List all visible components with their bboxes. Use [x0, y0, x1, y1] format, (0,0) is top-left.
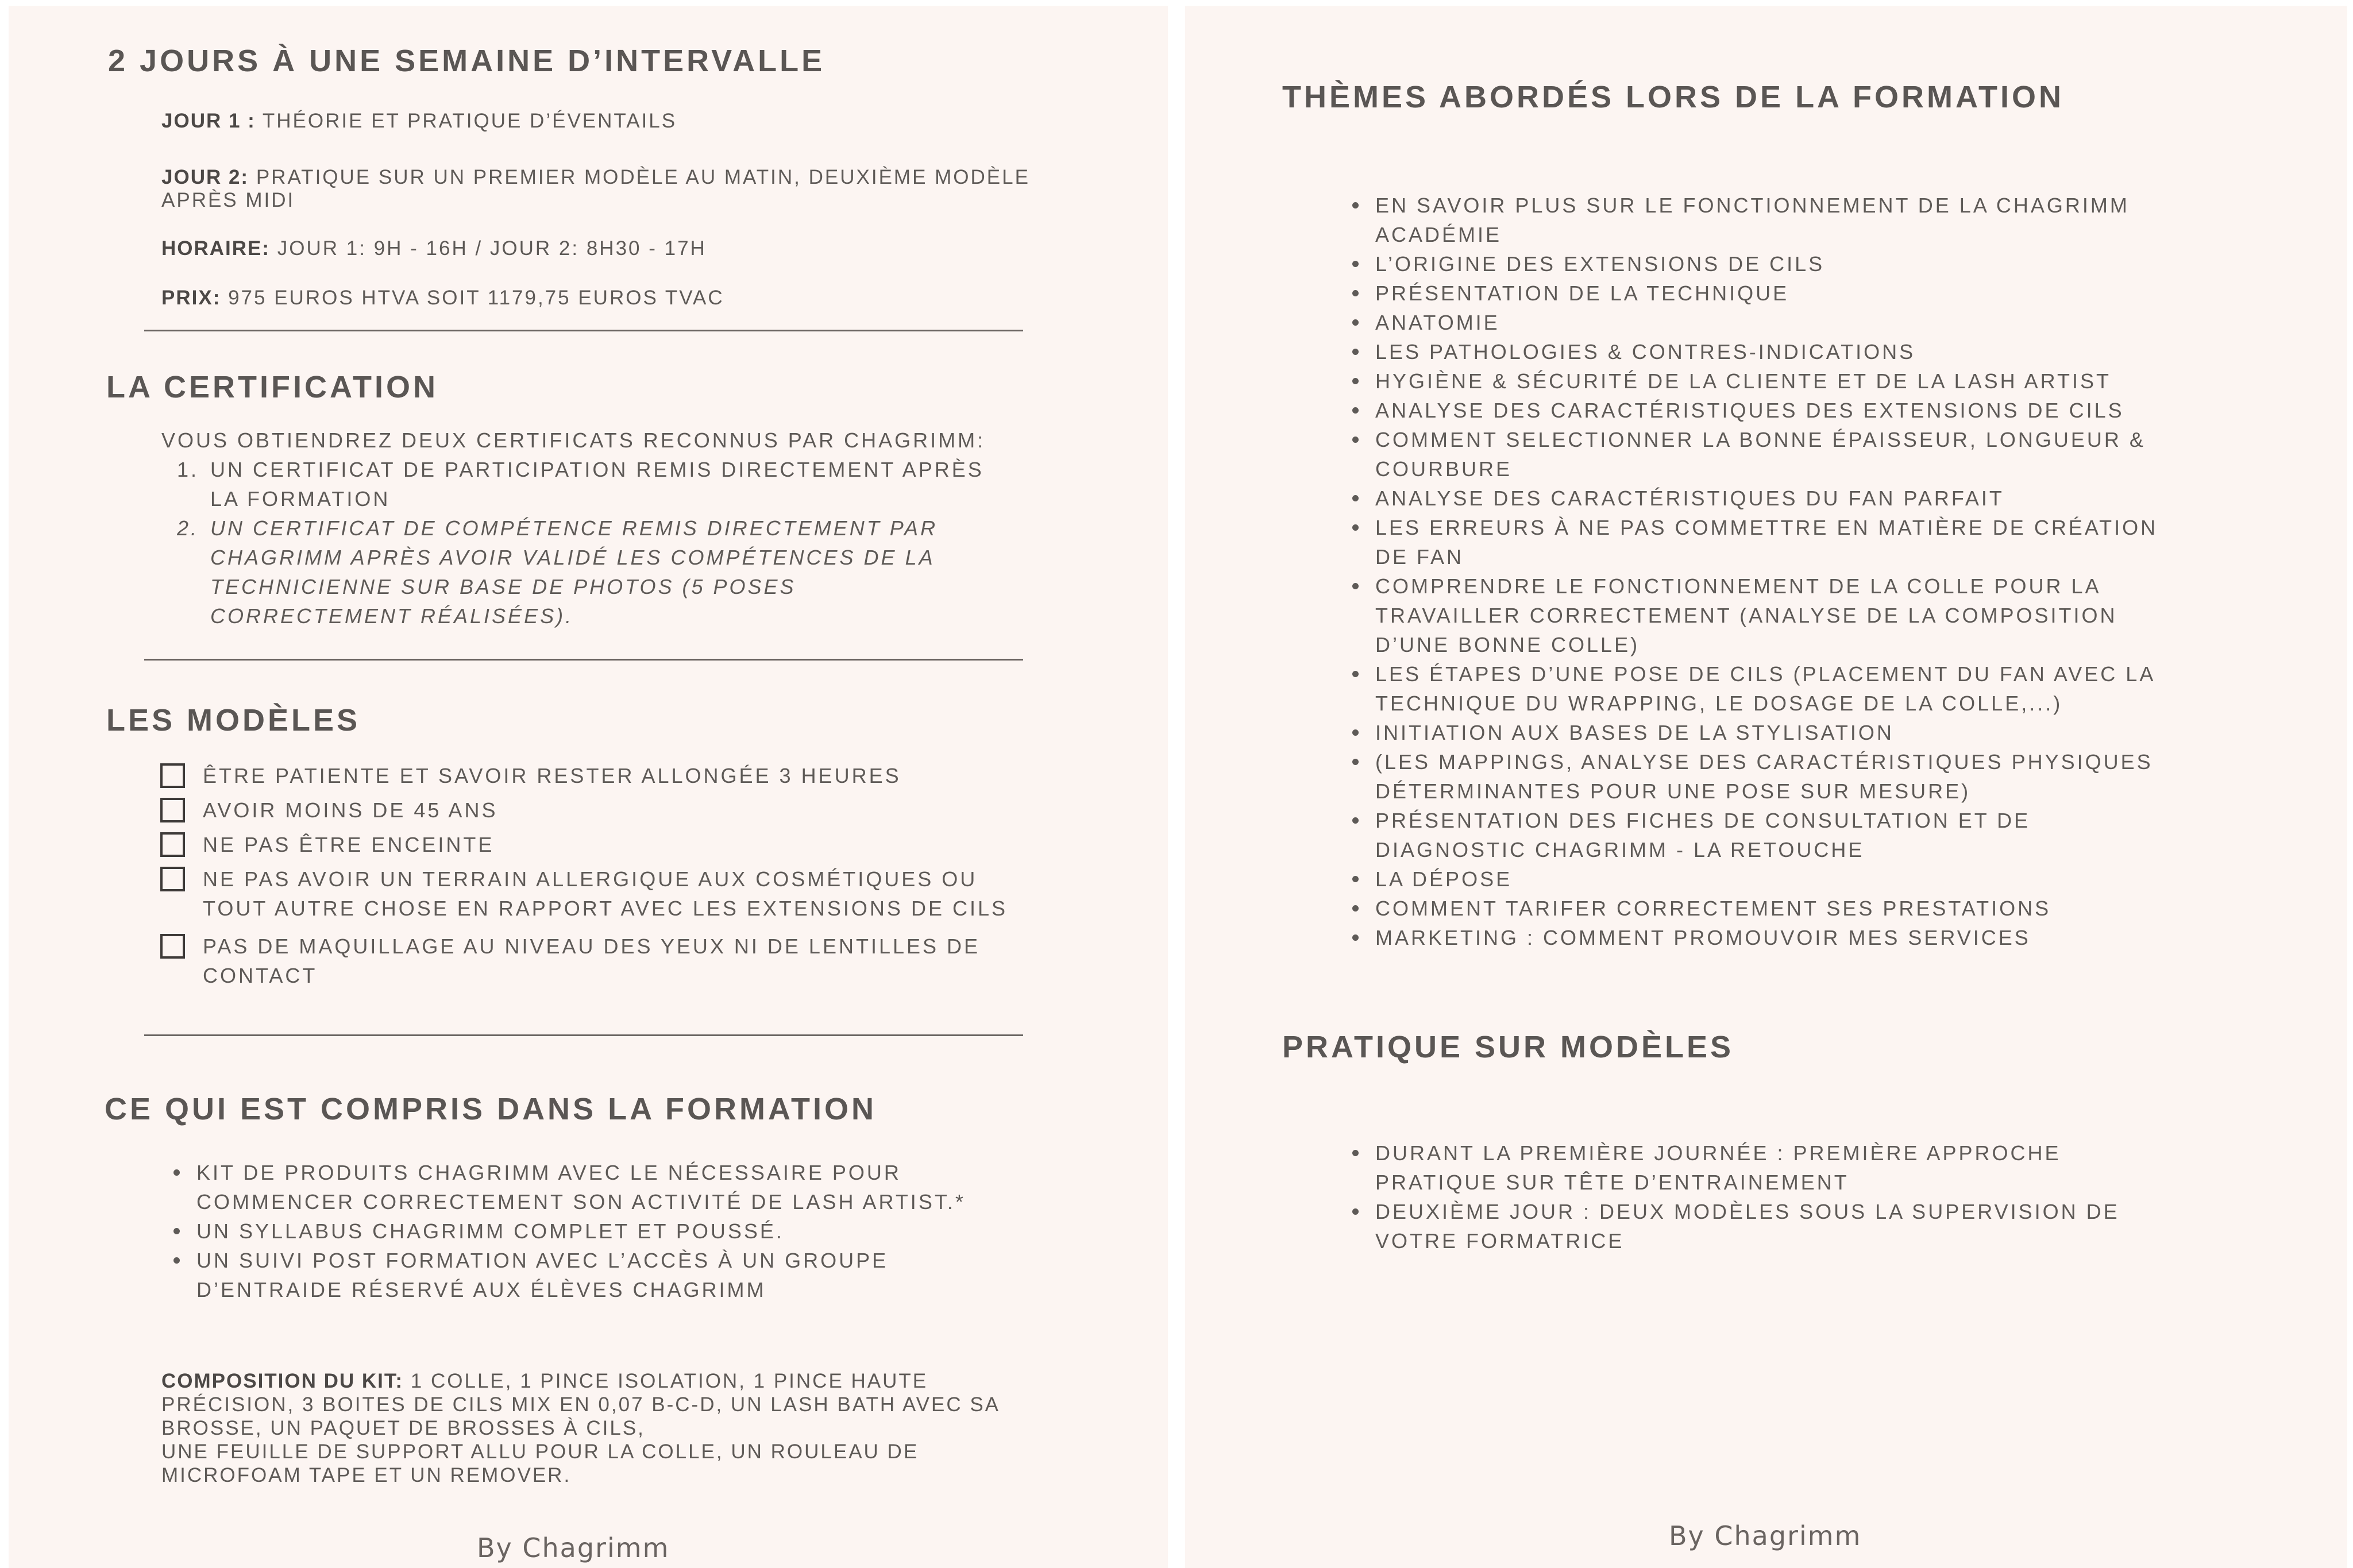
left-page: [9, 6, 1168, 1568]
signature: By Chagrimm: [1669, 1520, 1862, 1551]
modele-requirement-text: NE PAS AVOIR UN TERRAIN ALLERGIQUE AUX COSMÉTIQUES OU TOUT AUTRE CHOSE EN RAPPORT AVEC LES EXTENSIONS DE CILS: [203, 867, 1008, 920]
modele-requirement: [160, 864, 1022, 923]
kit-line-4: UNE FEUILLE DE SUPPORT ALLU POUR LA COLLE, UN ROULEAU DE: [161, 1440, 919, 1463]
modele-requirement-text: NE PAS ÊTRE ENCEINTE: [203, 833, 495, 856]
horaire-text: JOUR 1: 9H - 16H / JOUR 2: 8H30 - 17H: [270, 237, 707, 260]
theme-item: EN SAVOIR PLUS SUR LE FONCTIONNEMENT DE LA CHAGRIMM ACADÉMIE: [1352, 191, 2185, 249]
jour2-line-2: APRÈS MIDI: [161, 189, 295, 211]
modele-requirement-text: AVOIR MOINS DE 45 ANS: [203, 798, 498, 822]
theme-item: HYGIÈNE & SÉCURITÉ DE LA CLIENTE ET DE LA LASH ARTIST: [1352, 366, 2185, 396]
modele-requirement: [160, 795, 1022, 825]
divider-2: [144, 659, 1023, 661]
checkbox-icon: [160, 934, 185, 959]
jour1-text: THÉORIE ET PRATIQUE D’ÉVENTAILS: [255, 110, 677, 132]
theme-item: ANATOMIE: [1352, 308, 2185, 337]
theme-item: L’ORIGINE DES EXTENSIONS DE CILS: [1352, 249, 2185, 279]
signature: By Chagrimm: [477, 1532, 670, 1563]
horaire-line: [161, 237, 707, 261]
checkbox-icon: [160, 867, 185, 891]
pratique-list: [1352, 1138, 2185, 1256]
theme-item: INITIATION AUX BASES DE LA STYLISATION: [1352, 718, 2185, 747]
theme-item: COMMENT SELECTIONNER LA BONNE ÉPAISSEUR, LONGUEUR & COURBURE: [1352, 425, 2185, 484]
theme-item: LES ERREURS À NE PAS COMMETTRE EN MATIÈRE DE CRÉATION DE FAN: [1352, 513, 2185, 571]
theme-item: ANALYSE DES CARACTÉRISTIQUES DES EXTENSIONS DE CILS: [1352, 396, 2185, 425]
modeles-title: LES MODÈLES: [106, 703, 361, 737]
certification-item: [177, 513, 998, 631]
modele-requirement-text: ÊTRE PATIENTE ET SAVOIR RESTER ALLONGÉE 3 HEURES: [203, 764, 901, 787]
theme-item: PRÉSENTATION DES FICHES DE CONSULTATION ET DE DIAGNOSTIC CHAGRIMM - LA RETOUCHE: [1352, 806, 2185, 864]
jour1-line: [161, 109, 677, 133]
theme-item: COMMENT TARIFER CORRECTEMENT SES PRESTATIONS: [1352, 894, 2185, 923]
kit-line-2: PRÉCISION, 3 BOITES DE CILS MIX EN 0,07 B-C-D, UN LASH BATH AVEC SA: [161, 1393, 1001, 1416]
intervalle-title: 2 JOURS À UNE SEMAINE D’INTERVALLE: [108, 44, 826, 78]
prix-text: 975 EUROS HTVA SOIT 1179,75 EUROS TVAC: [221, 287, 724, 309]
certification-intro: VOUS OBTIENDREZ DEUX CERTIFICATS RECONNUS PAR CHAGRIMM:: [161, 428, 986, 452]
kit-line-3: BROSSE, UN PAQUET DE BROSSES À CILS,: [161, 1417, 645, 1439]
kit-text: 1 COLLE, 1 PINCE ISOLATION, 1 PINCE HAUTE: [403, 1370, 928, 1392]
certification-item-text: UN CERTIFICAT DE COMPÉTENCE REMIS DIRECTEMENT PAR CHAGRIMM APRÈS AVOIR VALIDÉ LES COMPÉTENCES DE LA TECHNICIENNE SUR BASE DE PHOTOS (5 POSES CORRECTEMENT RÉALISÉES).: [210, 516, 938, 628]
right-page: [1185, 6, 2347, 1568]
modele-requirement-text: PAS DE MAQUILLAGE AU NIVEAU DES YEUX NI DE LENTILLES DE CONTACT: [203, 934, 981, 987]
jour1-label: JOUR 1 :: [161, 110, 256, 132]
themes-title: THÈMES ABORDÉS LORS DE LA FORMATION: [1282, 80, 2064, 114]
certification-item: [177, 455, 998, 513]
divider-3: [144, 1034, 1023, 1036]
modele-requirement: [160, 830, 1022, 859]
theme-item: PRÉSENTATION DE LA TECHNIQUE: [1352, 279, 2185, 308]
jour2-label: JOUR 2:: [161, 166, 249, 188]
theme-item: (LES MAPPINGS, ANALYSE DES CARACTÉRISTIQUES PHYSIQUES DÉTERMINANTES POUR UNE POSE SUR MESURE): [1352, 747, 2185, 806]
compris-item: UN SYLLABUS CHAGRIMM COMPLET ET POUSSÉ.: [173, 1216, 972, 1246]
checkbox-icon: [160, 832, 185, 857]
compris-item: KIT DE PRODUITS CHAGRIMM AVEC LE NÉCESSAIRE POUR COMMENCER CORRECTEMENT SON ACTIVITÉ DE LASH ARTIST.*: [173, 1158, 972, 1216]
theme-item: LA DÉPOSE: [1352, 864, 2185, 894]
kit-line-1: [161, 1369, 928, 1393]
theme-item: MARKETING : COMMENT PROMOUVOIR MES SERVICES: [1352, 923, 2185, 952]
certification-item-text: UN CERTIFICAT DE PARTICIPATION REMIS DIRECTEMENT APRÈS LA FORMATION: [210, 458, 984, 511]
prix-label: PRIX:: [161, 287, 221, 309]
themes-list: [1352, 191, 2185, 952]
compris-item: UN SUIVI POST FORMATION AVEC L’ACCÈS À UN GROUPE D’ENTRAIDE RÉSERVÉ AUX ÉLÈVES CHAGRIMM: [173, 1246, 972, 1304]
compris-title: CE QUI EST COMPRIS DANS LA FORMATION: [105, 1092, 877, 1126]
horaire-label: HORAIRE:: [161, 237, 271, 260]
modele-requirement: [160, 761, 1022, 790]
compris-list: [173, 1158, 972, 1304]
theme-item: COMPRENDRE LE FONCTIONNEMENT DE LA COLLE POUR LA TRAVAILLER CORRECTEMENT (ANALYSE DE LA COMPOSITION D’UNE BONNE COLLE): [1352, 571, 2185, 659]
pratique-item: DURANT LA PREMIÈRE JOURNÉE : PREMIÈRE APPROCHE PRATIQUE SUR TÊTE D’ENTRAINEMENT: [1352, 1138, 2185, 1197]
kit-line-5: MICROFOAM TAPE ET UN REMOVER.: [161, 1464, 572, 1486]
pratique-title: PRATIQUE SUR MODÈLES: [1282, 1030, 1734, 1064]
checkbox-icon: [160, 798, 185, 822]
certification-list: [177, 455, 998, 631]
divider-1: [144, 330, 1023, 331]
certification-item-number: 1.: [177, 458, 199, 481]
pratique-item: DEUXIÈME JOUR : DEUX MODÈLES SOUS LA SUPERVISION DE VOTRE FORMATRICE: [1352, 1197, 2185, 1256]
checkbox-icon: [160, 763, 185, 788]
jour2-text: PRATIQUE SUR UN PREMIER MODÈLE AU MATIN, DEUXIÈME MODÈLE: [249, 166, 1030, 188]
theme-item: LES ÉTAPES D’UNE POSE DE CILS (PLACEMENT DU FAN AVEC LA TECHNIQUE DU WRAPPING, LE DOSAGE DE LA COLLE,...): [1352, 659, 2185, 718]
kit-label: COMPOSITION DU KIT:: [161, 1370, 404, 1392]
theme-item: LES PATHOLOGIES & CONTRES-INDICATIONS: [1352, 337, 2185, 366]
certification-title: LA CERTIFICATION: [106, 370, 438, 404]
jour2-line: [161, 165, 1030, 190]
prix-line: [161, 286, 724, 310]
modele-requirement: [160, 932, 1022, 990]
certification-item-number: 2.: [177, 516, 199, 540]
theme-item: ANALYSE DES CARACTÉRISTIQUES DU FAN PARFAIT: [1352, 484, 2185, 513]
